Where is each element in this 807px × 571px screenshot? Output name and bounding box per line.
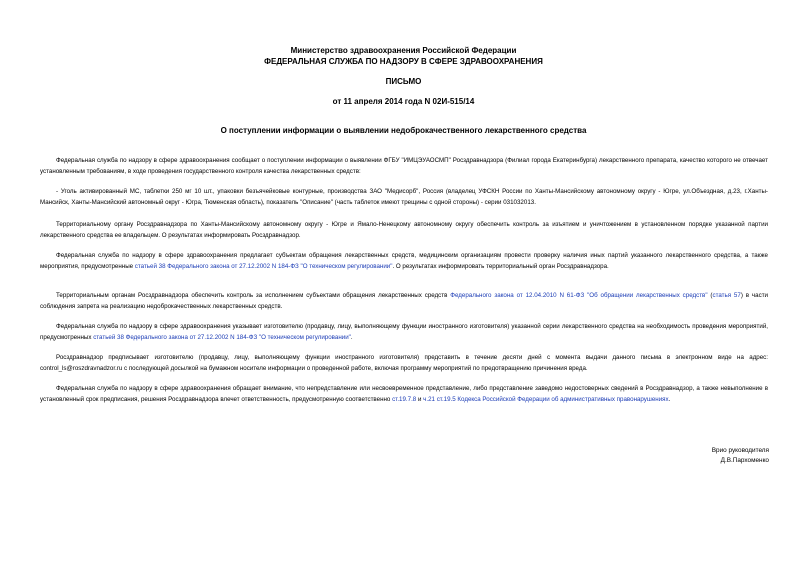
paragraph-7: Росздравнадзор предписывает изготовителю (продавцу, лицу, выполняющему функции иностранного изготовителя) представить в течение десяти дней с момента выдачи данного письма в электронном виде на адрес: control_ls@roszdravnadzor.ru с последующей досылкой на бумажном носителе информации о проведенной работе, включая программу мероприятий по предотвращению причинения вреда.	[40, 354, 768, 372]
paragraph-5-text-a: Территориальным органам Росздравнадзора обеспечить контроль за исполнением субъектами обращения лекарственных средств	[56, 292, 451, 299]
paragraph-8	[40, 383, 768, 405]
law-184-fz-article-38-link[interactable]: статьей 38 Федерального закона от 27.12.2002 N 184-ФЗ "О техническом регулировании"	[134, 263, 393, 270]
paragraph-3: Территориальному органу Росздравнадзора по Ханты-Мансийскому автономному округу - Югре и Ямало-Ненецкому автономному округу обеспечить контроль за изъятием и уничтожением в установленном порядке указанной партии лекарственного средства ее владельцем. О результатах информировать Росздравнадзор.	[40, 221, 768, 239]
paragraph-4-text-a: Федеральная служба по надзору в сфере здравоохранения предлагает субъектам обращения лекарственных средств, медицинским организациям провести проверку наличия иных партий указанного лекарственного средства, а также мероприятия, предусмотренные	[40, 252, 768, 270]
paragraph-5-text-b: ) в части соблюдения запрета на реализацию недоброкачественных лекарственных средств.	[40, 292, 768, 310]
document-subject: О поступлении информации о выявлении недоброкачественного лекарственного средства	[220, 126, 587, 135]
law-61-fz-link[interactable]: Федерального закона от 12.04.2010 N 61-ФЗ "Об обращении лекарственных средств"	[450, 292, 708, 299]
document-date-number: от 11 апреля 2014 года N 02И-515/14	[332, 97, 475, 106]
paragraph-8-text-mid: и	[416, 396, 424, 403]
koap-article-19-5-link[interactable]: ч.21 ст.19.5 Кодекса Российской Федерации об административных правонарушениях	[423, 396, 669, 403]
paragraph-6-text-a: Федеральная служба по надзору в сфере здравоохранения указывает изготовителю (продавцу, лицу, выполняющему функции иностранного изготовителя) указанной серии лекарственного средства на необходимость проведения мероприятий, предусмотренных	[40, 323, 768, 341]
paragraph-1: Федеральная служба по надзору в сфере здравоохранения сообщает о поступлении информации о выявлении ФГБУ "ИМЦЭУАОСМП" Росздравнадзора (Филиал города Екатеринбурга) лекарственного препарата, качество которого не отвечает установленным требованиям, в ходе проведения государственного контроля качества лекарственных средств:	[40, 157, 768, 175]
paragraph-4	[40, 250, 768, 272]
signature-name: Д.В.Пархоменко	[720, 457, 769, 464]
paragraph-2: - Уголь активированный МС, таблетки 250 мг 10 шт., упаковки безъячейковые контурные, производства ЗАО "Медисорб", Россия (владелец УФСКН России по Ханты-Мансийскому автономному округу - Югре, ул.Объездная, д.23, г.Ханты-Мансийск, Ханты-Мансийский автономный округ - Югра, Тюменская область), показатель "Описание" (часть таблеток имеют трещины с одной стороны) - серии 031032013.	[40, 188, 768, 206]
paragraph-4-text-b: . О результатах информировать территориальный орган Росздравнадзора.	[392, 263, 609, 270]
paragraph-6-text-b: .	[350, 334, 353, 341]
paragraph-5-text-mid: (	[707, 292, 713, 299]
koap-article-19-7-8-link[interactable]: ст.19.7.8	[392, 396, 417, 403]
document-type: ПИСЬМО	[385, 77, 422, 86]
paragraph-5	[40, 290, 768, 312]
paragraph-8-text-a: Федеральная служба по надзору в сфере здравоохранения обращает внимание, что непредставление или несвоевременное представление, либо представление заведомо недостоверных сведений в Росздравнадзор, а также невыполнение в установленный срок предписания, решения Росздравнадзора влечет ответственность, предусмотренную соответственно	[40, 385, 768, 403]
service-title: ФЕДЕРАЛЬНАЯ СЛУЖБА ПО НАДЗОРУ В СФЕРЕ ЗДРАВООХРАНЕНИЯ	[264, 57, 543, 66]
paragraph-6	[40, 321, 768, 343]
ministry-title: Министерство здравоохранения Российской Федерации	[290, 46, 517, 55]
signature-position: Врио руководителя	[711, 447, 769, 454]
article-57-link[interactable]: статья 57	[712, 292, 741, 299]
law-184-fz-article-38-link-2[interactable]: статьей 38 Федерального закона от 27.12.2002 N 184-ФЗ "О техническом регулировании"	[93, 334, 351, 341]
paragraph-8-text-b: .	[668, 396, 671, 403]
